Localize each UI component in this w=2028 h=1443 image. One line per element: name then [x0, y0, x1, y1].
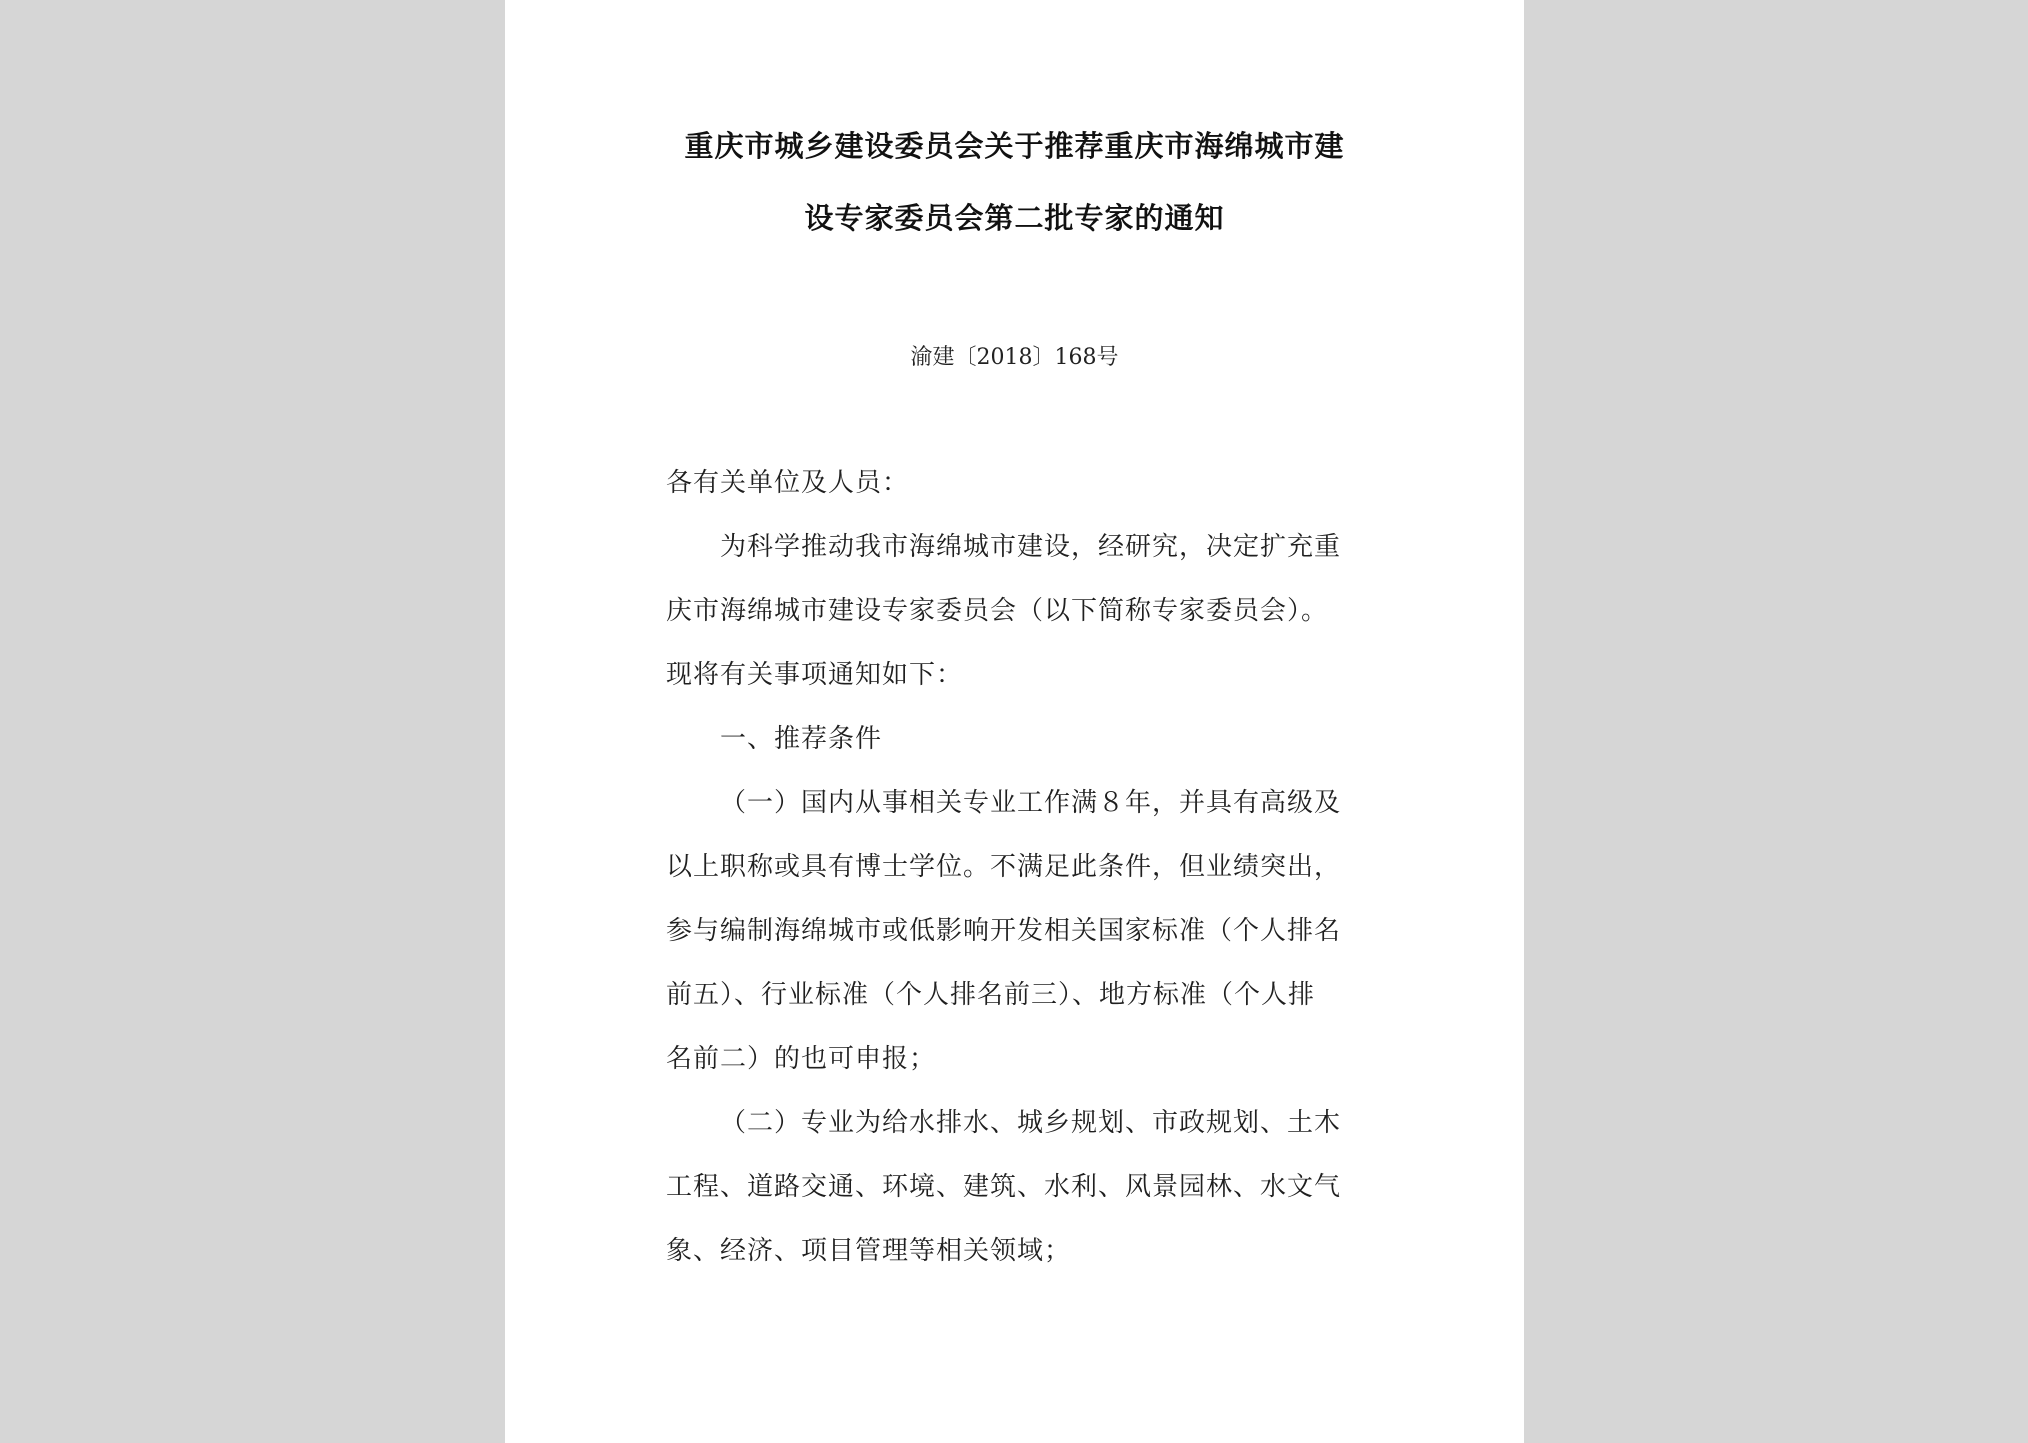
section-heading: 一、推荐条件: [720, 724, 883, 754]
salutation: 各有关单位及人员：: [666, 468, 910, 498]
body-line: 庆市海绵城市建设专家委员会（以下简称专家委员会）。: [666, 596, 1329, 626]
document-title-line-1: 重庆市城乡建设委员会关于推荐重庆市海绵城市建: [684, 129, 1345, 163]
document-title-line-2: 设专家委员会第二批专家的通知: [804, 201, 1225, 235]
body-line: 前五）、行业标准（个人排名前三）、地方标准（个人排: [666, 980, 1316, 1010]
document-number: 渝建〔2018〕168号: [910, 345, 1119, 370]
body-line: 参与编制海绵城市或低影响开发相关国家标准（个人排名: [666, 916, 1342, 946]
body-line: 名前二）的也可申报；: [666, 1044, 937, 1074]
body-line: （一）国内从事相关专业工作满８年，并具有高级及: [720, 788, 1342, 818]
body-line: 为科学推动我市海绵城市建设，经研究，决定扩充重: [720, 532, 1342, 562]
body-line: 以上职称或具有博士学位。不满足此条件，但业绩突出，: [666, 852, 1342, 882]
body-line: 象、经济、项目管理等相关领域；: [666, 1236, 1072, 1266]
body-line: 现将有关事项通知如下：: [666, 660, 964, 690]
document-page: [505, 0, 1524, 1443]
body-line: 工程、道路交通、环境、建筑、水利、风景园林、水文气: [666, 1172, 1342, 1202]
body-line: （二）专业为给水排水、城乡规划、市政规划、土木: [720, 1108, 1342, 1138]
